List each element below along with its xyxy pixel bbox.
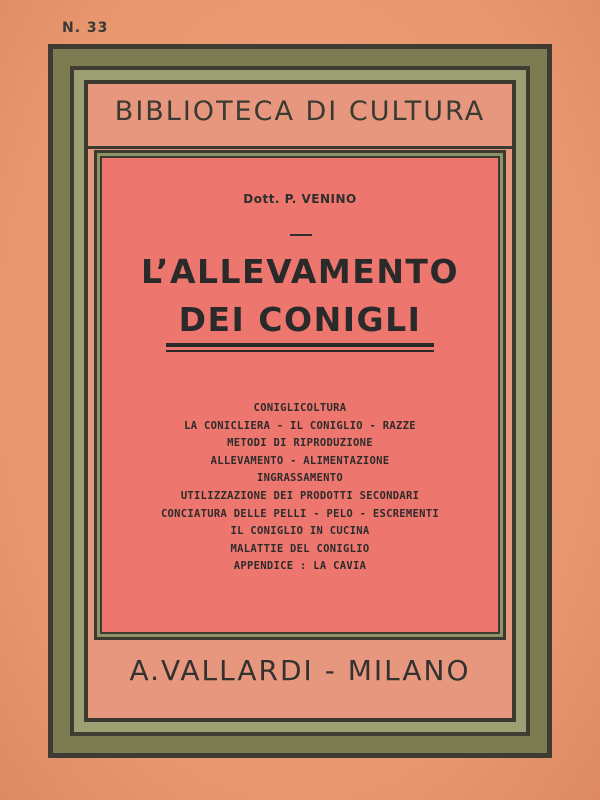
book-title-line-1: L’ALLEVAMENTO (140, 252, 459, 291)
title-rule-thin (166, 350, 434, 352)
contents-item: CONIGLICOLTURA (253, 402, 347, 414)
contents-item: ALLEVAMENTO - ALIMENTAZIONE (210, 454, 390, 467)
contents-item: METODI DI RIPRODUZIONE (227, 437, 373, 450)
contents-item: LA CONICLIERA - IL CONIGLIO - RAZZE (184, 419, 416, 432)
author-name: Dott. P. VENINO (243, 192, 357, 206)
contents-list (102, 400, 498, 576)
title-rule-thick (166, 343, 434, 347)
series-title: BIBLIOTECA DI CULTURA (114, 96, 486, 127)
author-dash (290, 234, 312, 236)
contents-item: CONCIATURA DELLE PELLI - PELO - ESCREMENTI (160, 507, 440, 520)
contents-item: INGRASSAMENTO (256, 472, 344, 485)
publisher-name: A.VALLARDI - MILANO (129, 654, 471, 687)
book-title-line-2: DEI CONIGLI (178, 300, 422, 339)
contents-item: MALATTIE DEL CONIGLIO (230, 542, 370, 555)
series-divider (88, 146, 512, 149)
contents-item: IL CONIGLIO IN CUCINA (230, 525, 370, 538)
contents-item: APPENDICE : LA CAVIA (233, 560, 367, 573)
volume-number: N. 33 (62, 20, 109, 36)
contents-item: UTILIZZAZIONE DEI PRODOTTI SECONDARI (180, 489, 420, 502)
